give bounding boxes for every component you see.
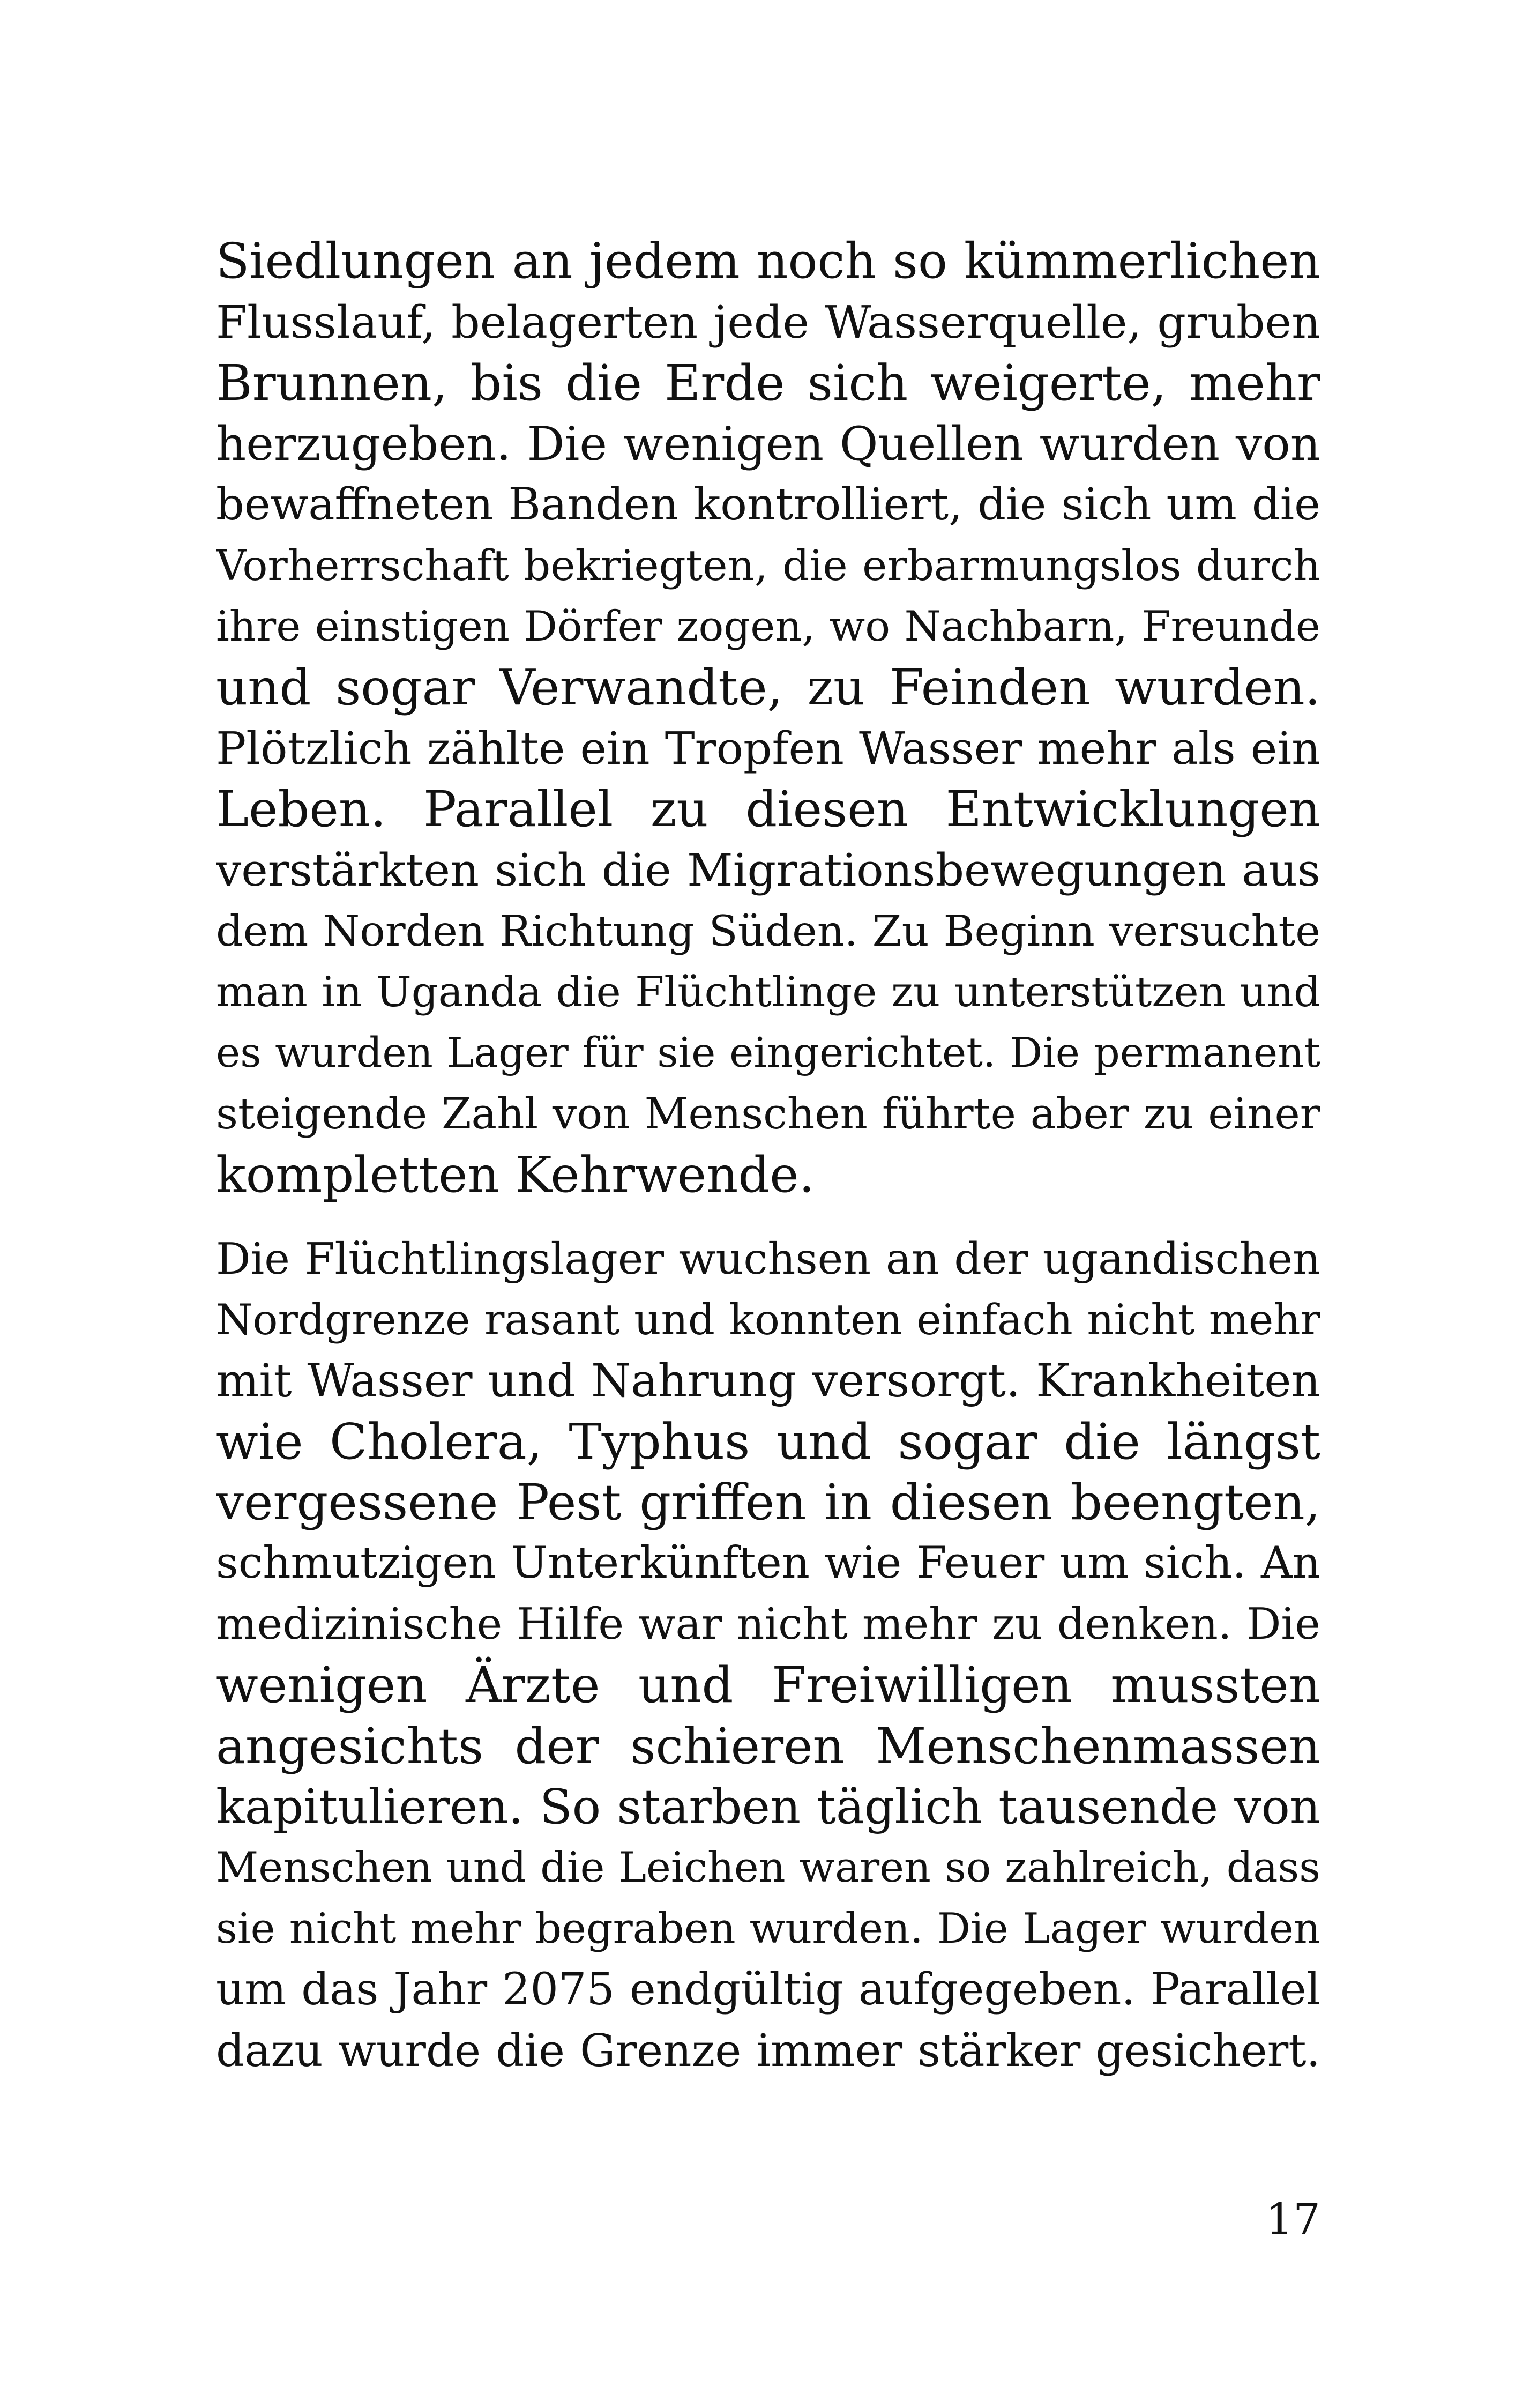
text-line: mit Wasser und Nahrung versorgt. Krankheiten: [216, 1354, 1320, 1408]
text-line: verstärkten sich die Migrationsbewegungen aus: [216, 843, 1320, 896]
text-line: es wurden Lager für sie eingerichtet. Die permanent: [216, 1029, 1320, 1077]
text-line: kompletten Kehrwende.: [216, 1146, 815, 1203]
text-line: Siedlungen an jedem noch so kümmerlichen: [216, 233, 1320, 289]
text-line: Menschen und die Leichen waren so zahlreich, dass: [216, 1843, 1320, 1892]
text-line: Brunnen, bis die Erde sich weigerte, mehr: [216, 354, 1320, 412]
text-line: man in Uganda die Flüchtlinge zu unterstützen und: [216, 968, 1320, 1017]
text-line: dazu wurde die Grenze immer stärker gesichert.: [216, 2024, 1320, 2077]
text-line: wie Cholera, Typhus und sogar die längst: [216, 1413, 1320, 1470]
text-line: sie nicht mehr begraben wurden. Die Lager wurden: [216, 1904, 1320, 1953]
text-line: Die Flüchtlingslager wuchsen an der ugandischen: [216, 1233, 1320, 1284]
text-line: schmutzigen Unterkünften wie Feuer um sich. An: [216, 1537, 1320, 1588]
text-line: dem Norden Richtung Süden. Zu Beginn versuchte: [216, 906, 1320, 956]
paragraph-2: [216, 1229, 1320, 2081]
text-line: um das Jahr 2075 endgültig aufgegeben. Parallel: [216, 1964, 1320, 2016]
paragraph-1: [216, 231, 1320, 1206]
text-line: bewaffneten Banden kontrolliert, die sich um die: [216, 479, 1320, 531]
text-line: Flusslauf, belagerten jede Wasserquelle, gruben: [216, 295, 1320, 348]
text-line: und sogar Verwandte, zu Feinden wurden.: [216, 659, 1320, 717]
text-line: Nordgrenze rasant und konnten einfach nicht mehr: [216, 1295, 1320, 1344]
text-line: wenigen Ärzte und Freiwilligen mussten: [216, 1656, 1320, 1714]
text-line: vergessene Pest griffen in diesen beengten,: [216, 1474, 1320, 1532]
text-line: medizinische Hilfe war nicht mehr zu denken. Die: [216, 1599, 1320, 1649]
text-line: Plötzlich zählte ein Tropfen Wasser mehr als ein: [216, 722, 1320, 775]
text-line: Vorherrschaft bekriegten, die erbarmungslos durch: [216, 541, 1320, 590]
text-line: steigende Zahl von Menschen führte aber zu einer: [216, 1089, 1320, 1139]
text-line: herzugeben. Die wenigen Quellen wurden von: [216, 416, 1320, 471]
text-line: Leben. Parallel zu diesen Entwicklungen: [216, 781, 1320, 838]
page-number: 17: [1266, 2194, 1320, 2244]
text-line: ihre einstigen Dörfer zogen, wo Nachbarn, Freunde: [216, 602, 1320, 651]
text-line: angesichts der schieren Menschenmassen: [216, 1717, 1320, 1775]
text-line: kapitulieren. So starben täglich tausende von: [216, 1779, 1320, 1835]
